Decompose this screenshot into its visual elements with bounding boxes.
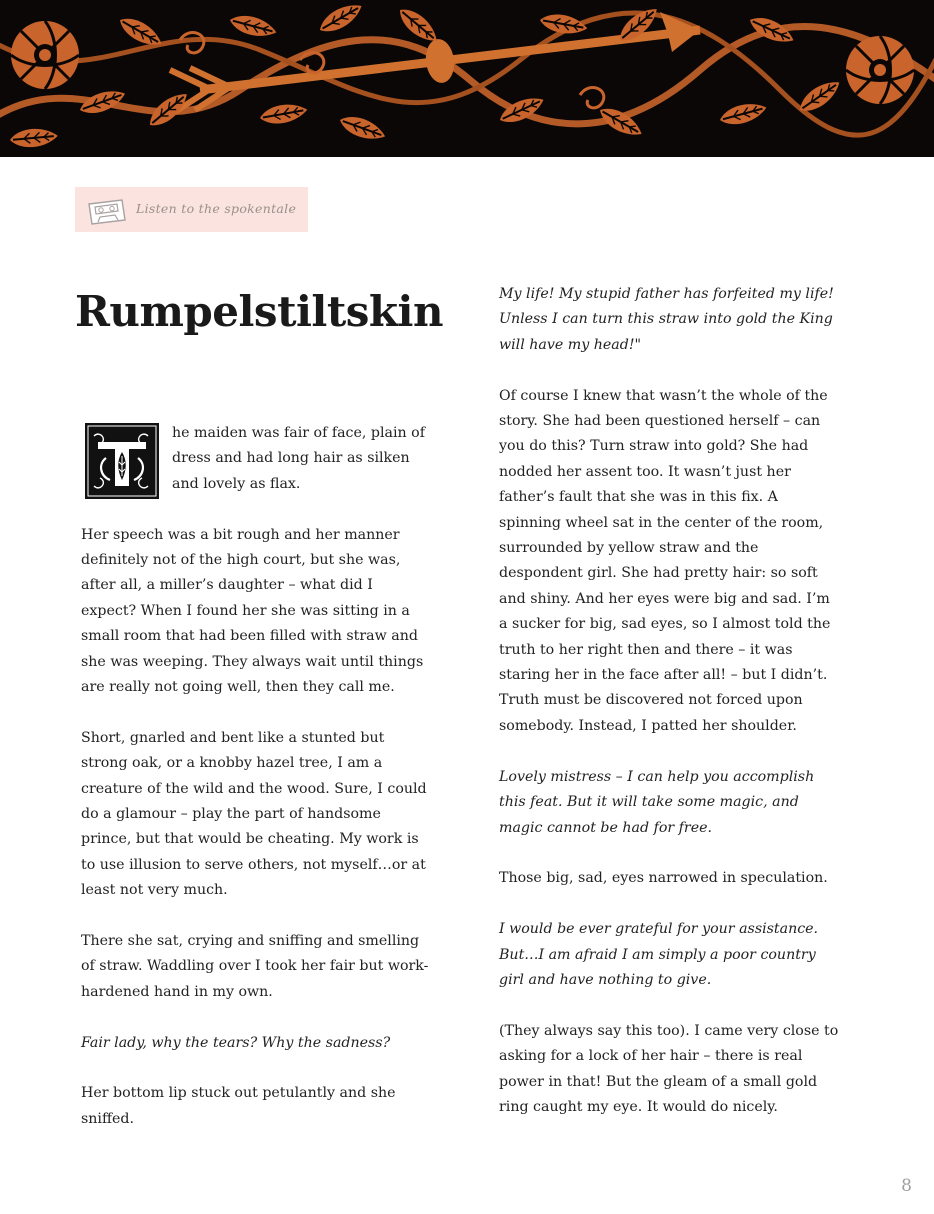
story-paragraph: Short, gnarled and bent like a stunted but strong oak, or a knobby hazel tree, I am a creature of the wild and the wood. Sure, I could do a glamour – play the part of handsome prince, but that would be cheating. My work is to use illusion to serve others, not myself…or at least not very much. bbox=[81, 729, 427, 899]
cassette-icon bbox=[86, 196, 128, 230]
page-number: 8 bbox=[901, 1176, 912, 1196]
story-paragraph: Her speech was a bit rough and her manner definitely not of the high court, but she was, after all, a miller’s daughter – what did I expect? When I found her she was sitting in a small room that had been filled with straw and she was weeping. They always wait until things are really not going well, then they call me. bbox=[81, 526, 424, 696]
story-paragraph: I would be ever grateful for your assistance. But…I am afraid I am simply a poor country girl and have nothing to give. bbox=[499, 921, 819, 988]
story-paragraph: Fair lady, why the tears? Why the sadness? bbox=[81, 1034, 391, 1051]
story-paragraph: My life! My stupid father has forfeited my life! Unless I can turn this straw into gold the King will have my head!" bbox=[499, 286, 834, 353]
story-paragraph: Those big, sad, eyes narrowed in speculation. bbox=[499, 870, 828, 887]
listen-label: Listen to the spokentale bbox=[136, 201, 297, 216]
ornamental-leaf-arrow-banner bbox=[0, 0, 934, 157]
story-paragraph: Lovely mistress – I can help you accomplish this feat. But it will take some magic, and magic cannot be had for free. bbox=[499, 768, 815, 836]
story-paragraph: There she sat, crying and sniffing and smelling of straw. Waddling over I took her fair but work-hardened hand in my own. bbox=[81, 933, 429, 1000]
listen-spokentale-button[interactable] bbox=[75, 187, 308, 232]
story-paragraph: he maiden was fair of face, plain of dress and had long hair as silken and lovely as flax. bbox=[172, 425, 425, 492]
story-paragraph: Her bottom lip stuck out petulantly and she sniffed. bbox=[81, 1085, 396, 1127]
story-paragraph: Of course I knew that wasn’t the whole of the story. She had been questioned herself – can you do this? Turn straw into gold? She had nodded her assent too. It wasn’t just her father’s fault that she was in this fix. A spinning wheel sat in the center of the room, surrounded by yellow straw and the despondent girl. She had pretty hair: so soft and shiny. And her eyes were big and sad. I’m a sucker for big, sad eyes, so I almost told the truth to her right then and there – it was staring her in the face after all! – but I didn’t. Truth must be discovered not forced upon somebody. Instead, I patted her shoulder. bbox=[499, 387, 831, 734]
illuminated-initial bbox=[84, 422, 160, 500]
header-banner bbox=[0, 0, 934, 157]
story-paragraph: (They always say this too). I came very close to asking for a lock of her hair – there is real power in that! But the gleam of a small gold ring caught my eye. It would do nicely. bbox=[499, 1022, 839, 1115]
story-column-left bbox=[81, 421, 431, 1158]
story-column-right bbox=[499, 282, 841, 1146]
page-title: Rumpelstiltskin bbox=[75, 287, 444, 336]
